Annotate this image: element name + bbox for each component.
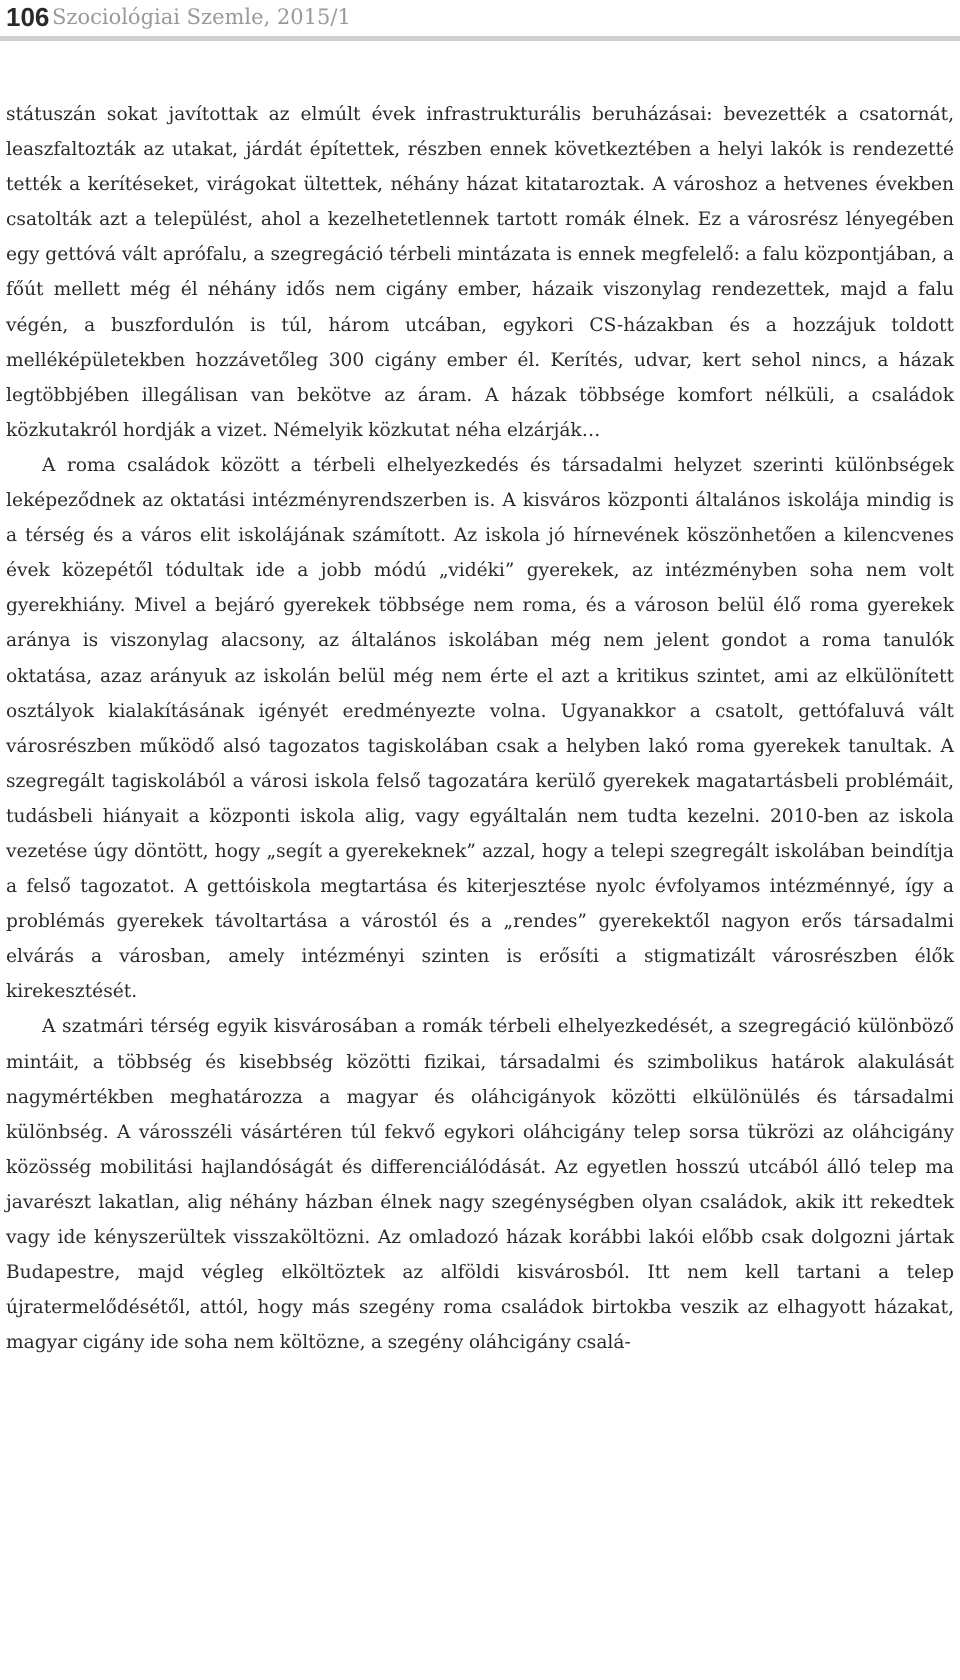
paragraph: A roma családok között a térbeli elhelyezkedés és társadalmi helyzet szerinti különbségek leképeződnek az oktatási intézményrendszerben is. A kisváros központi általános iskolája mindig is a térség és a város elit iskolájának számított. Az iskola jó hírnevének köszönhetően a kilencvenes évek közepétől tódultak ide a jobb módú „vidéki” gyerekek, az intézményben soha nem volt gyerekhiány. Mivel a bejáró gyerekek többsége nem roma, és a városon belül élő roma gyerekek aránya is viszonylag alacsony, az általános iskolában még nem jelent gondot a roma tanulók oktatása, azaz arányuk az iskolán belül még nem érte el azt a kritikus szintet, ami az elkülönített osztályok kialakításának igényét eredményezte volna. Ugyanakkor a csatolt, gettófaluvá vált városrészben működő alsó tagozatos tagiskolában csak a helyben lakó roma gyerekek tanultak. A szegregált tagiskolából a városi iskola felső tagozatára kerülő gyerekek magatartásbeli problémáit, tudásbeli hiányait a központi iskola alig, vagy egyáltalán nem tudta kezelni. 2010-ben az iskola vezetése úgy döntött, hogy „segít a gyerekeknek” azzal, hogy a telepi szegregált iskolában beindítja a felső tagozatot. A gettóiskola megtartása és kiterjesztése nyolc évfolyamos intézménnyé, így a problémás gyerekek távoltartása a várostól és a „rendes” gyerekektől nagyon erős társadalmi elvárás a városban, amely intézményi szinten is erősíti a stigmatizált városrészben élők kirekesztését. [6,454,954,1003]
paragraph: státuszán sokat javítottak az elmúlt évek infrastrukturális beruházásai: bevezették a csatornát, leaszfaltozták az utakat, járdát építettek, részben ennek következtében a helyi lakók is rendezetté tették a kerítéseket, virágokat ültettek, néhány házat kitataroztak. A városhoz a hetvenes években csatolták azt a települést, ahol a kezelhetetlennek tartott romák élnek. Ez a városrész lényegében egy gettóvá vált aprófalu, a szegregáció térbeli mintázata is ennek megfelelő: a falu központjában, a főút mellett még él néhány idős nem cigány ember, házaik viszonylag rendezettek, majd a falu végén, a buszfordulón is túl, három utcában, egykori CS-házakban és a hozzájuk toldott melléképületekben hozzávetőleg 300 cigány ember él. Kerítés, udvar, kert sehol nincs, a házak legtöbbjében illegálisan van bekötve az áram. A házak többsége komfort nélküli, a családok közkutakról hordják a vizet. Némelyik közkutat néha elzárják… [6,104,954,441]
page-number: 106 [6,2,50,32]
paragraph: A szatmári térség egyik kisvárosában a romák térbeli elhelyezkedését, a szegregáció különböző mintáit, a többség és kisebbség közötti fizikai, társadalmi és szimbolikus határok alakulását nagymértékben meghatározza a magyar és oláhcigányok közötti elkülönülés és társadalmi különbség. A városszéli vásártéren túl fekvő egykori oláhcigány telep sorsa tükrözi az oláhcigány közösség mobilitási hajlandóságát és differenciálódását. Az egyetlen hosszú utcából álló telep ma javarészt lakatlan, alig néhány házban élnek nagy szegénységben olyan családok, akik itt rekedtek vagy ide kényszerültek visszaköltözni. Az omladozó házak korábbi lakói előbb csak dolgozni jártak Budapestre, majd végleg elköltöztek az alföldi kisvárosból. Itt nem kell tartani a telep újratermelődésétől, attól, hogy más szegény roma családok birtokba veszik az elhagyott házakat, magyar cigány ide soha nem költözne, a szegény oláhcigány csalá- [6,1016,954,1354]
journal-title: Szociológiai Szemle, 2015/1 [52,5,351,29]
header-rule [0,36,960,41]
article-body [6,97,954,1360]
running-header [0,0,960,36]
